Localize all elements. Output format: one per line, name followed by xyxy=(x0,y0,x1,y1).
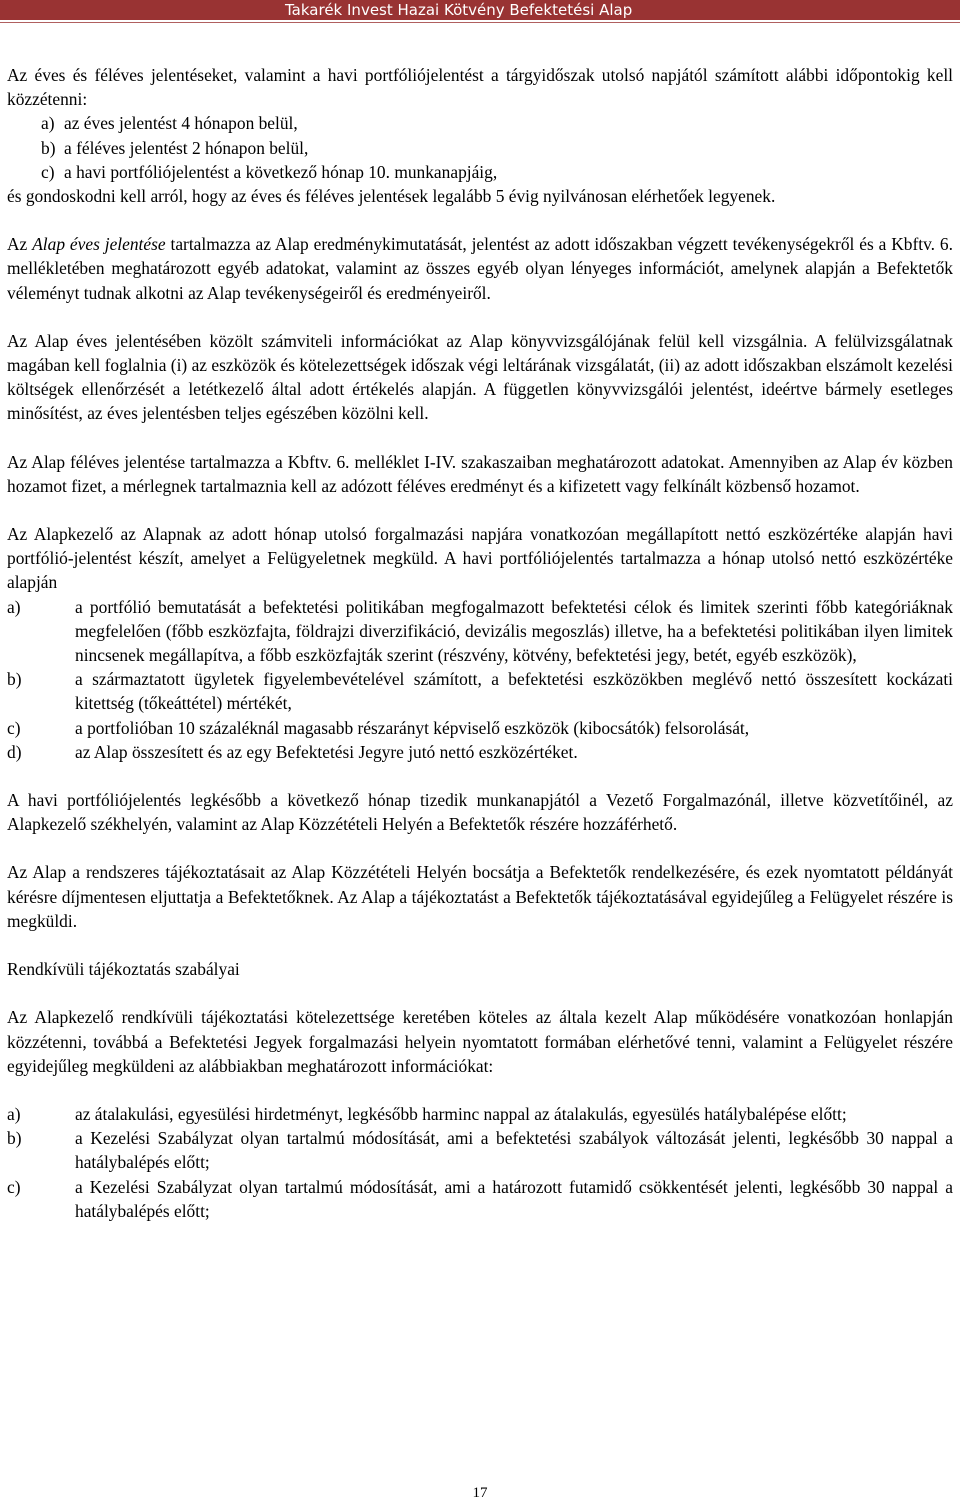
document-header-title: Takarék Invest Hazai Kötvény Befektetési Alap xyxy=(285,1,633,19)
list-item-text: az Alap összesített és az egy Befektetési Jegyre jutó nettó eszközértéket. xyxy=(75,741,578,762)
list-item-text: a portfólió bemutatását a befektetési politikában megfogalmazott befektetési célok és limitek szerinti főbb kategóriáknak megfelelően (főbb eszközfajta, földrajzi diverzifikáció, devizális megoszlás) illetve, ha a befektetési politikában ilyen limitek nincsenek megállapítva, a főbb eszközfajták szerint (részvény, kötvény, befektetési jegy, betét, egyéb eszközök), xyxy=(75,596,953,666)
annual-prefix: Az xyxy=(7,234,33,255)
document-body xyxy=(7,63,953,1223)
list-item-text: a havi portfóliójelentést a következő hónap 10. munkanapjáig, xyxy=(64,161,498,182)
semiannual-paragraph: Az Alap féléves jelentése tartalmazza a Kbftv. 6. melléklet I-IV. szakaszaiban meghatározott adatokat. Amennyiben az Alap év közben hozamot fizet, a mérlegnek tartalmaznia kell az adózott féléves eredményt és a kifizetett vagy felkínált közbenső hozamot. xyxy=(7,451,953,496)
list-marker: b) xyxy=(41,137,56,158)
page-number: 17 xyxy=(472,1485,488,1501)
list-marker: a) xyxy=(7,596,21,617)
annual-text: tartalmazza az Alap eredménykimutatását, jelentést az adott időszakban végzett tevékenységekről és a Kbftv. 6. mellékletében meghatározott egyéb adatokat, valamint az összes egyéb olyan lényeges információt, amelynek alapján a Befektetők véleményt tudnak alkotni az Alap tevékenységeiről és eredményeiről. xyxy=(7,234,953,303)
list-marker: c) xyxy=(41,161,55,182)
list-item-text: a származtatott ügyletek figyelembevételével számított, a befektetési eszközökben meglévő nettó összesített kockázati kitettség (tőkeáttétel) mértékét, xyxy=(75,669,953,714)
header-rule xyxy=(0,22,960,23)
list-marker: c) xyxy=(7,1176,21,1197)
list-item-text: a Kezelési Szabályzat olyan tartalmú módosítását, ami a határozott futamidő csökkentését jelenti, legkésőbb 30 nappal a hatálybalépés előtt; xyxy=(75,1176,953,1221)
regular-info-paragraph: Az Alap a rendszeres tájékoztatásait az Alap Közzétételi Helyén bocsátja a Befektetők rendelkezésére, és ezek nyomtatott példányát kérésre díjmentesen eljuttatja a Befektetőknek. Az Alap a tájékoztatást a Befektetők tájékoztatásával egyidejűleg a Felügyelet részére is megküldi. xyxy=(7,862,953,931)
list-item xyxy=(7,136,953,160)
extraordinary-info-list xyxy=(7,1102,953,1223)
intro-deadline-list xyxy=(7,111,953,184)
list-marker: b) xyxy=(7,1128,22,1149)
annual-italic-term: Alap éves jelentése xyxy=(32,234,166,255)
list-item-text: az átalakulási, egyesülési hirdetményt, legkésőbb harminc nappal az átalakulás, egyesülés hatálybalépése előtt; xyxy=(75,1103,847,1124)
list-item xyxy=(7,1175,953,1223)
list-item-text: a féléves jelentést 2 hónapon belül, xyxy=(64,137,309,158)
list-marker: b) xyxy=(7,669,22,690)
extraordinary-heading: Rendkívüli tájékoztatás szabályai xyxy=(7,959,240,980)
extraordinary-paragraph: Az Alapkezelő rendkívüli tájékoztatási kötelezettsége keretében köteles az általa kezelt Alap működésére vonatkozóan honlapján közzétenni, továbbá a Befektetési Jegyek forgalmazási helyein nyomtatott formában elérhetővé tenni, valamint a Felügyelet részére egyidejűleg megküldeni az alábbiakban meghatározott információkat: xyxy=(7,1007,953,1076)
list-item xyxy=(7,595,953,668)
list-item xyxy=(7,716,953,740)
intro-paragraph: Az éves és féléves jelentéseket, valamint a havi portfóliójelentést a tárgyidőszak utolsó napjától számított alábbi időpontokig kell közzétenni: xyxy=(7,65,953,110)
list-item xyxy=(7,1102,953,1126)
list-item xyxy=(7,1126,953,1174)
list-item xyxy=(7,667,953,715)
intro-closing-paragraph: és gondoskodni kell arról, hogy az éves és féléves jelentések legalább 5 évig nyilvánosan elérhetőek legyenek. xyxy=(7,186,776,207)
list-item xyxy=(7,111,953,135)
list-item-text: a Kezelési Szabályzat olyan tartalmú módosítását, ami a befektetési szabályok változását jelenti, legkésőbb 30 nappal a hatálybalépés előtt; xyxy=(75,1128,953,1173)
availability-paragraph: A havi portfóliójelentés legkésőbb a következő hónap tizedik munkanapjától a Vezető Forgalmazónál, illetve közvetítőinél, az Alapkezelő székhelyén, valamint az Alap Közzétételi Helyén a Befektetők részére hozzáférhető. xyxy=(7,790,953,835)
list-item xyxy=(7,160,953,184)
annual-report-paragraph xyxy=(7,232,953,305)
list-item xyxy=(7,740,953,764)
audit-paragraph: Az Alap éves jelentésében közölt számviteli információkat az Alap könyvvizsgálójának felül kell vizsgálnia. A felülvizsgálatnak magában kell foglalnia (i) az eszközök és kötelezettségek időszak végi leltárának vizsgálatát, (ii) az adott időszakban elszámolt kezelési költségek ellenőrzését a letétkezelő által adott értékelés alapján. A független könyvvizsgálói jelentést, ideértve bármely esetleges minősítést, az éves jelentésben teljes egészében közölni kell. xyxy=(7,330,953,424)
list-item-text: az éves jelentést 4 hónapon belül, xyxy=(64,113,298,134)
list-marker: a) xyxy=(41,113,55,134)
list-marker: d) xyxy=(7,741,22,762)
list-marker: a) xyxy=(7,1103,21,1124)
monthly-report-paragraph: Az Alapkezelő az Alapnak az adott hónap utolsó forgalmazási napjára vonatkozóan megállapított nettó eszközértéke alapján havi portfólió-jelentést készít, amelyet a Felügyeletnek megküld. A havi portfóliójelentés tartalmazza a hónap utolsó nettó eszközértéke alapján xyxy=(7,524,953,593)
list-item-text: a portfolióban 10 százaléknál magasabb részarányt képviselő eszközök (kibocsátók) felsorolását, xyxy=(75,717,750,738)
list-marker: c) xyxy=(7,717,21,738)
monthly-report-list xyxy=(7,595,953,764)
